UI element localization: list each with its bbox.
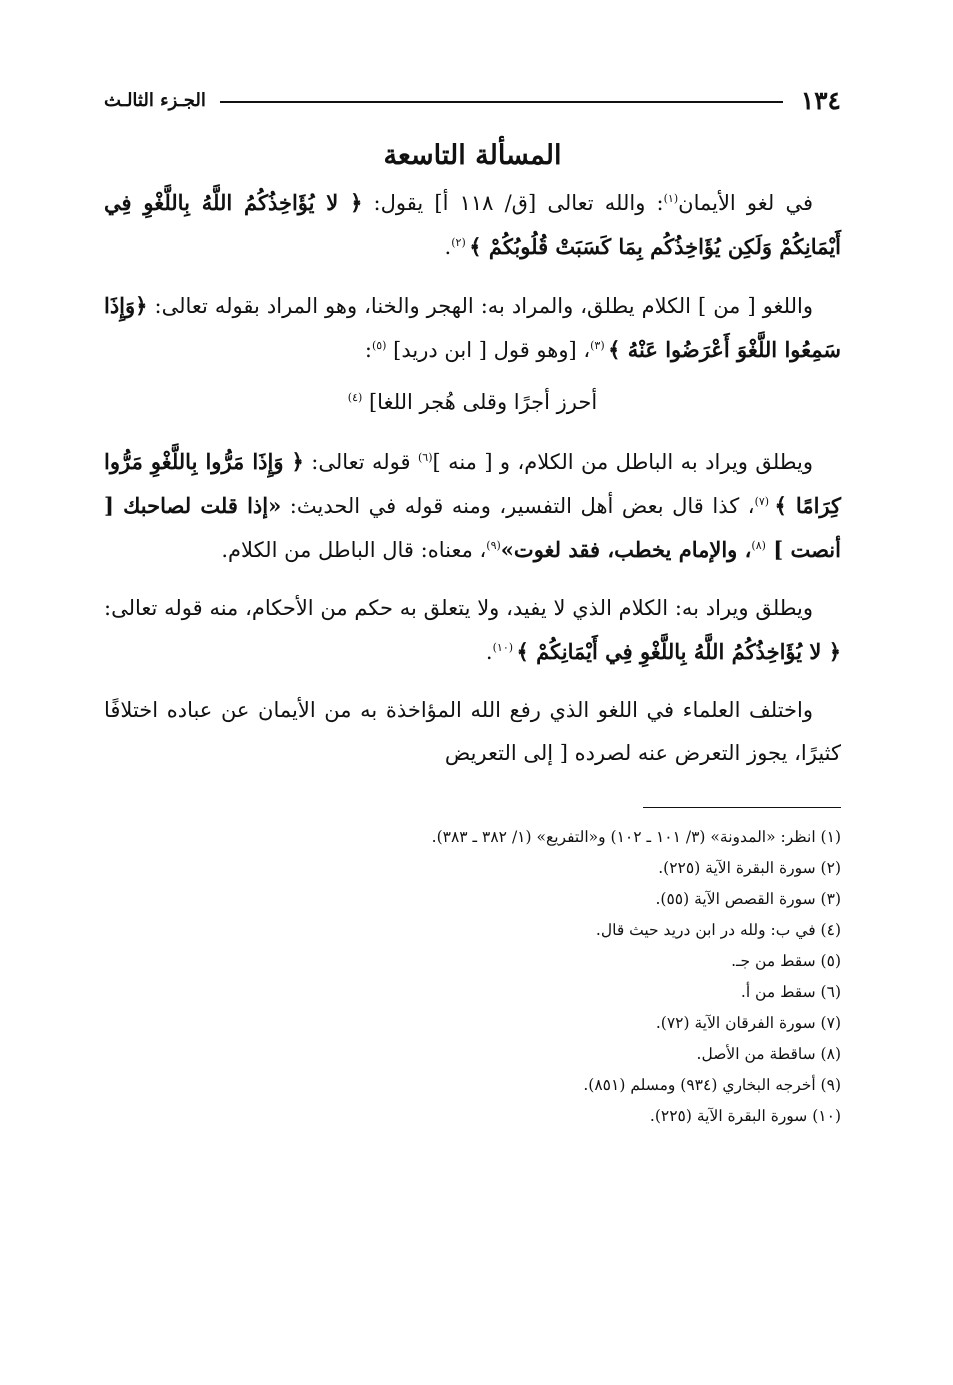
chapter-title: المسألة التاسعة xyxy=(383,140,562,171)
footnote-ref: (٣) xyxy=(590,339,609,352)
paragraph-1 xyxy=(104,181,841,269)
paragraph-4 xyxy=(104,587,841,674)
text-segment: . xyxy=(485,640,493,664)
footnote: (٤) في ب: ولله در ابن دريد حيث قال. xyxy=(595,921,841,939)
footnote-ref: (٨) xyxy=(751,539,766,552)
paragraph-5 xyxy=(104,689,841,775)
footnote-separator xyxy=(643,807,841,808)
footnote-ref: (١٠) xyxy=(492,641,517,654)
text-segment: في لغو الأيمان xyxy=(678,191,814,215)
book-page xyxy=(104,80,841,1132)
footnote: (٨) ساقطة من الأصل. xyxy=(696,1045,841,1063)
footnote-ref: (٥) xyxy=(371,339,387,352)
footnote: (٢) سورة البقرة الآية (٢٢٥). xyxy=(658,859,841,877)
text-segment: . xyxy=(444,235,452,259)
quran-quote: ﴿ لا يُؤَاخِذُكُمُ اللَّهُ بِاللَّغْوِ فِي أَيْمَانِكُمْ ﴾ xyxy=(516,639,841,664)
footnote-ref: (٤) xyxy=(347,391,363,404)
footnote: (١٠) سورة البقرة الآية (٢٢٥). xyxy=(649,1107,841,1125)
text-segment: ، معناه: قال الباطل من الكلام. xyxy=(221,538,487,562)
paragraph-2 xyxy=(104,284,841,372)
paragraph-3 xyxy=(104,440,841,572)
hadith-quote: «إذا قلت لصاحبك [ أنصت ] xyxy=(104,493,841,562)
text-segment: ، كذا قال بعض أهل التفسير، ومنه قوله في الحديث: xyxy=(281,494,755,518)
header-rule xyxy=(220,101,783,103)
footnote: (٣) سورة القصص الآية (٥٥). xyxy=(655,890,841,908)
text-segment: قوله تعالى: xyxy=(303,450,418,474)
part-title: الجـزء الثالـث xyxy=(104,89,206,111)
footnotes xyxy=(104,822,841,1132)
hadith-quote: ، والإمام يخطب، فقد لغوت» xyxy=(500,537,752,562)
footnote: (٧) سورة الفرقان الآية (٧٢). xyxy=(655,1014,841,1032)
text-segment: واختلف العلماء في اللغو الذي رفع الله المؤاخذة به من الأيمان عن عباده اختلافًا كثيرًا، يجوز التعرض عنه لصرده [ إلى التعريض xyxy=(104,698,841,765)
text-segment: واللغو [ من ] الكلام يطلق، والمراد به: الهجر والخنا، وهو المراد بقوله تعالى: xyxy=(147,294,813,318)
poetry-verse xyxy=(104,381,841,424)
footnote: (٥) سقط من جـ. xyxy=(731,952,841,970)
text-segment: : xyxy=(364,338,372,362)
footnote: (١) انظر: «المدونة» (٣/ ١٠١ ـ ١٠٢) و«التفريع» (١/ ٣٨٢ ـ ٣٨٣). xyxy=(431,828,841,846)
text-segment: : والله تعالى [ق/ ١١٨ أ] يقول: xyxy=(362,191,664,215)
footnote: (٦) سقط من أ. xyxy=(740,983,841,1001)
verse-text: أحرز أجرًا وقلى هُجر اللغا] xyxy=(362,390,598,414)
text-segment: ويطلق ويراد به: الكلام الذي لا يفيد، ولا يتعلق به حكم من الأحكام، منه قوله تعالى: xyxy=(104,596,813,620)
running-header xyxy=(104,80,841,120)
footnote-ref: (٩) xyxy=(486,539,501,552)
page-number: ١٣٤ xyxy=(800,85,841,115)
footnote: (٩) أخرجه البخاري (٩٣٤) ومسلم (٨٥١). xyxy=(583,1076,841,1094)
footnote-ref: (٢) xyxy=(451,236,470,249)
footnote-ref: (٦) xyxy=(417,451,433,464)
quran-quote: ﴿ وَإِذَا مَرُّوا بِاللَّغْوِ مَرُّوا كِرَامًا ﴾ xyxy=(104,449,841,518)
text-segment: ويطلق ويراد به الباطل من الكلام، و [ منه ] xyxy=(432,450,814,474)
footnote-ref: (١) xyxy=(663,192,679,205)
text-segment: ، [وهو قول [ ابن دريد] xyxy=(386,338,591,362)
quran-quote: ﴿وَإِذَا سَمِعُوا اللَّغْوَ أَعْرَضُوا عَنْهُ ﴾ xyxy=(104,293,841,362)
footnote-ref: (٧) xyxy=(754,495,775,508)
quran-quote: ﴿ لا يُؤَاخِذُكُمُ اللَّهُ بِاللَّغْوِ فِي أَيْمَانِكُمْ وَلَكِن يُؤَاخِذُكُم بِمَا كَسَبَتْ قُلُوبُكُمْ ﴾ xyxy=(104,190,841,259)
